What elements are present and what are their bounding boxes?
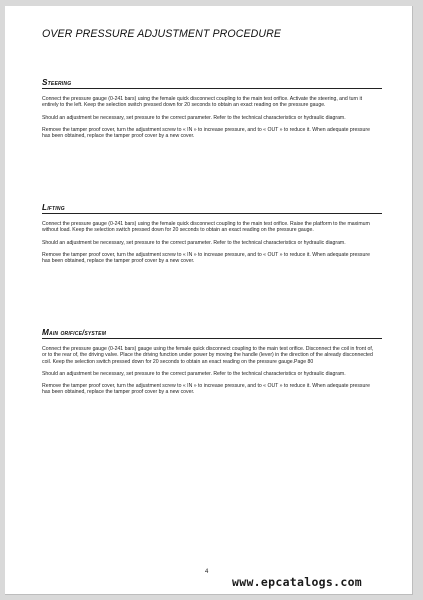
- section-lifting: [42, 203, 382, 270]
- paragraph: Remove the tamper proof cover, turn the adjustment screw to « IN » to increase pressure, and to « OUT » to reduce it. When adequate pressure has been obtained, replace the tamper proof cover by a new cover.: [42, 126, 370, 140]
- watermark-link[interactable]: www.epcatalogs.com: [232, 575, 363, 589]
- paragraph: Connect the pressure gauge (0-241 bars) using the female quick disconnect coupling to the main test orifice. Raise the platform to the maximum without load. Keep the selection switch pressed down for 20 seconds to obtain an exact reading on the pressure gauge.: [42, 221, 370, 234]
- document-title: OVER PRESSURE ADJUSTMENT PROCEDURE: [42, 28, 282, 40]
- paragraph: Connect the pressure gauge (0-241 bars) gauge using the female quick disconnect coupling to the main test orifice. Disconnect the coil in front of, or to the rear of, the driving valve. Place the driving function under power by moving the handle (lever) in the direction of the already disconnected coil. Keep the selection switch pressed down for 20 seconds to obtain an exact reading on the pressure gauge.Page 80: [42, 346, 374, 365]
- document-page: [5, 6, 413, 595]
- section-heading: Main orifice/system: [42, 328, 382, 339]
- paragraph: Should an adjustment be necessary, set pressure to the correct parameter. Refer to the technical characteristics or hydraulic diagram.: [42, 239, 346, 246]
- paragraph: Should an adjustment be necessary, set pressure to the correct parameter. Refer to the technical characteristics or hydraulic diagram.: [42, 114, 346, 121]
- section-heading: Lifting: [42, 203, 382, 214]
- page-number: 4: [205, 569, 209, 575]
- section-main-orifice: [42, 328, 382, 402]
- paragraph: Remove the tamper proof cover, turn the adjustment screw to « IN » to increase pressure, and to « OUT » to reduce it. When adequate pressure has been obtained, replace the tamper proof cover by a new cover.: [42, 251, 370, 265]
- section-heading: Steering: [42, 78, 382, 89]
- paragraph: Connect the pressure gauge (0-241 bars) using the female quick disconnect coupling to the main test orifice. Activate the steering, and turn it entirely to the left. Keep the selection switch pressed down for 20 seconds to obtain an exact reading on the pressure gauge.: [42, 96, 363, 109]
- section-steering: [42, 78, 382, 145]
- paragraph: Should an adjustment be necessary, set pressure to the correct parameter. Refer to the technical characteristics or hydraulic diagram.: [42, 370, 346, 377]
- paragraph: Remove the tamper proof cover, turn the adjustment screw to « IN » to increase pressure, and to « OUT » to reduce it. When adequate pressure has been obtained, replace the tamper proof cover by a new cover.: [42, 383, 370, 396]
